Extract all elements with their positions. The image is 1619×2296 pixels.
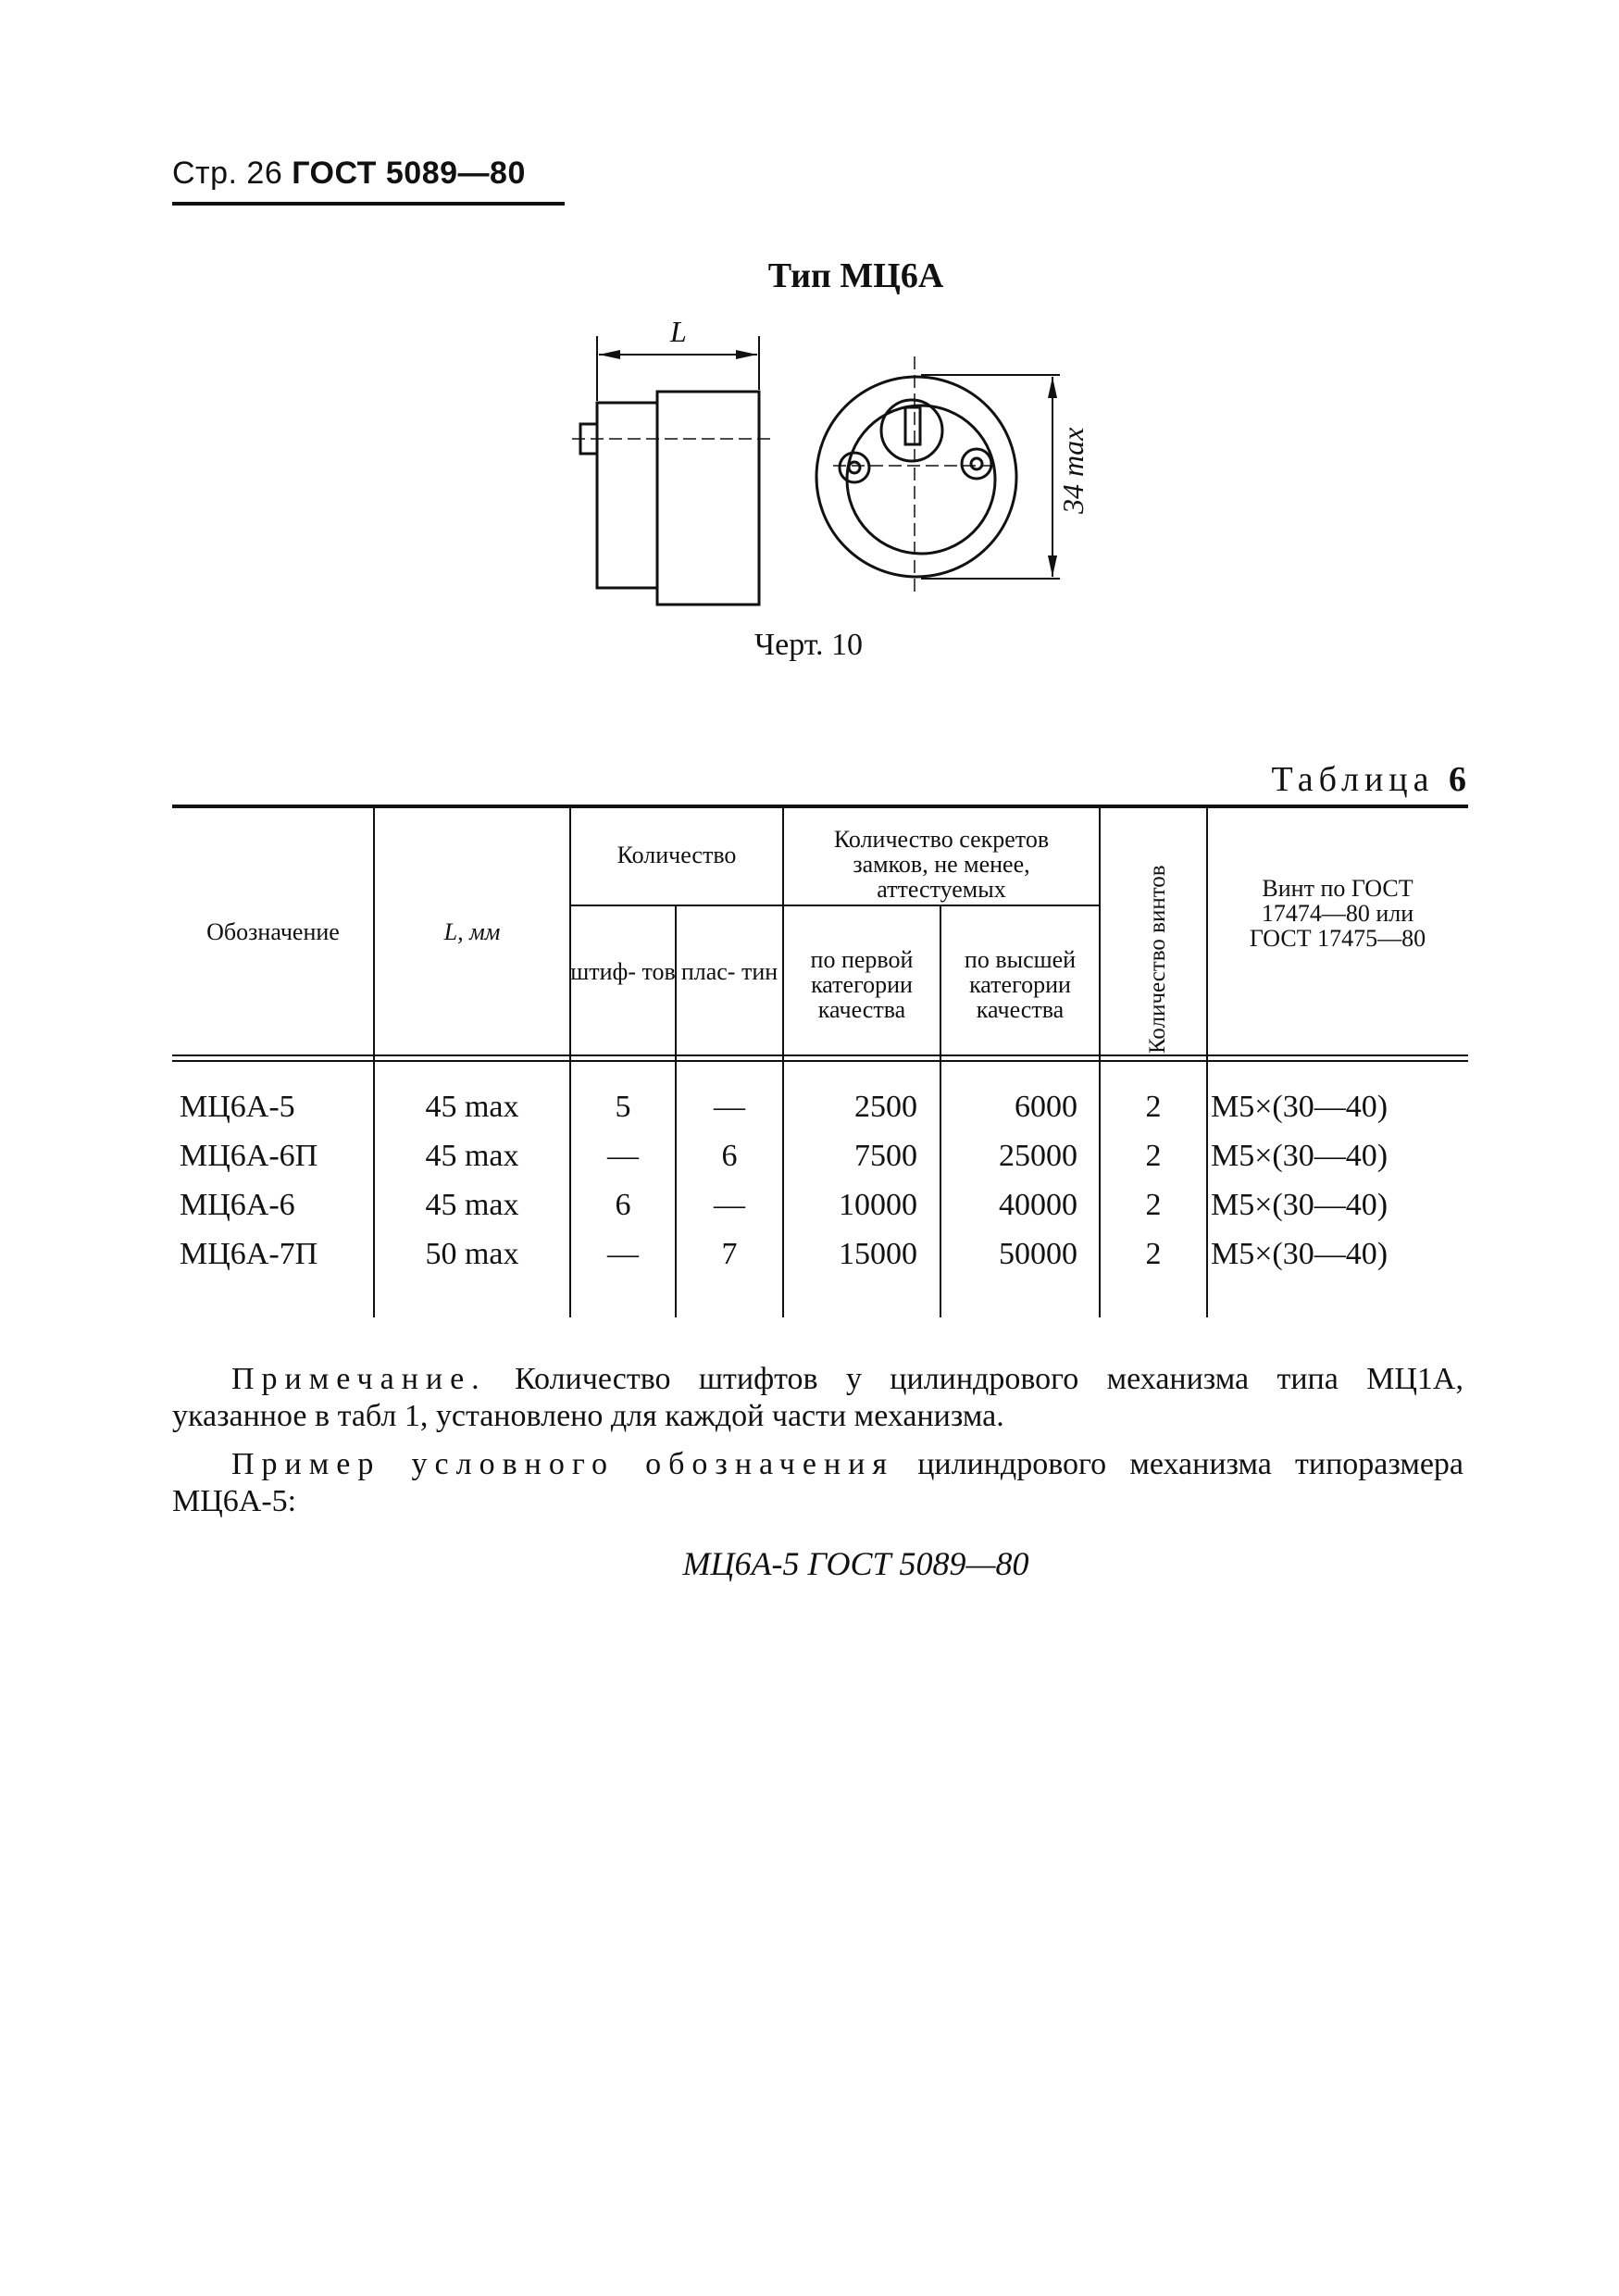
screw-hole-right	[962, 449, 991, 479]
row3-plates: —	[714, 1188, 745, 1222]
row2-first: 7500	[854, 1139, 917, 1173]
plug-circle	[881, 400, 942, 461]
header-first-category: по первой категории качества	[810, 946, 914, 1023]
example-text: цилиндрового механизма типоразмера МЦ6А-5:	[172, 1447, 1464, 1518]
row4-length: 50 max	[425, 1237, 519, 1271]
row1-highest: 6000	[1015, 1090, 1077, 1124]
row2-screws: 2	[1145, 1139, 1162, 1173]
page-number: Стр. 26	[172, 156, 283, 191]
row3-screw: М5×(30—40)	[1211, 1188, 1389, 1222]
row1-pins: 5	[615, 1090, 631, 1124]
row1-screw: М5×(30—40)	[1211, 1090, 1389, 1124]
header-screws-count: Количество винтов	[1145, 865, 1170, 1054]
dim-label-diameter: 34 max	[1056, 427, 1090, 514]
row2-pins: —	[607, 1139, 639, 1173]
header-plates: плас- тин	[680, 958, 778, 985]
row1-plates: —	[714, 1090, 745, 1124]
drawing-caption: Черт. 10	[754, 628, 864, 662]
row4-highest: 50000	[999, 1237, 1077, 1271]
row3-first: 10000	[839, 1188, 917, 1222]
dim-arrow-top	[1048, 377, 1057, 398]
technical-drawing	[555, 319, 1111, 625]
row1-length: 45 max	[425, 1090, 519, 1124]
header-secrets: Количество секретов замков, не менее, аттестуемых	[833, 826, 1050, 903]
row2-designation: МЦ6А-6П	[180, 1139, 318, 1173]
header-highest-category: по высшей категории качества	[964, 946, 1077, 1023]
row4-screws: 2	[1145, 1237, 1162, 1271]
dim-arrow-left	[599, 350, 620, 359]
row3-designation: МЦ6А-6	[180, 1188, 295, 1222]
page-header	[172, 156, 526, 192]
header-screw: Винт по ГОСТ 17474—80 или ГОСТ 17475—80	[1249, 875, 1426, 952]
row4-screw: М5×(30—40)	[1211, 1237, 1389, 1271]
row3-screws: 2	[1145, 1188, 1162, 1222]
header-rule	[172, 202, 565, 206]
row4-designation: МЦ6А-7П	[180, 1237, 318, 1271]
cylinder-body	[657, 392, 759, 605]
note-label: Примечание.	[231, 1362, 487, 1396]
cylinder-collar	[597, 403, 657, 588]
example-designation: МЦ6А-5 ГОСТ 5089—80	[682, 1545, 1029, 1582]
row2-screw: М5×(30—40)	[1211, 1139, 1389, 1173]
dim-arrow-right	[736, 350, 757, 359]
row4-plates: 7	[721, 1237, 738, 1271]
row3-pins: 6	[615, 1188, 631, 1222]
note-text: Количество штифтов у цилиндрового механизма типа МЦ1А, указанное в табл 1, установлено для каждой части механизма.	[172, 1362, 1463, 1433]
dim-label-l: L	[670, 319, 687, 348]
example-label: Пример условного обозначения	[231, 1447, 894, 1481]
note-paragraph	[172, 1361, 1463, 1435]
row1-first: 2500	[854, 1090, 917, 1124]
row4-first: 15000	[839, 1237, 917, 1271]
row2-plates: 6	[721, 1139, 738, 1173]
dim-arrow-bottom	[1048, 555, 1057, 577]
screw-hole-right-inner	[971, 458, 982, 469]
header-quantity: Количество	[616, 842, 737, 868]
row2-highest: 25000	[999, 1139, 1077, 1173]
header-designation: Обозначение	[206, 918, 340, 945]
row4-pins: —	[607, 1237, 639, 1271]
header-length: L, мм	[443, 918, 501, 945]
row1-screws: 2	[1145, 1090, 1162, 1124]
row3-highest: 40000	[999, 1188, 1077, 1222]
screw-hole-left-inner	[849, 462, 860, 473]
data-table	[172, 804, 1468, 1322]
standard-id: ГОСТ 5089—80	[292, 156, 526, 191]
row2-length: 45 max	[425, 1139, 519, 1173]
row1-designation: МЦ6А-5	[180, 1090, 295, 1124]
screw-hole-left	[840, 453, 869, 482]
example-paragraph	[172, 1446, 1463, 1520]
header-pins: штиф- тов	[570, 958, 676, 985]
row3-length: 45 max	[425, 1188, 519, 1222]
table-label: Таблица 6	[1271, 760, 1466, 799]
drawing-title: Тип МЦ6А	[767, 256, 944, 295]
key-slot	[905, 407, 920, 444]
